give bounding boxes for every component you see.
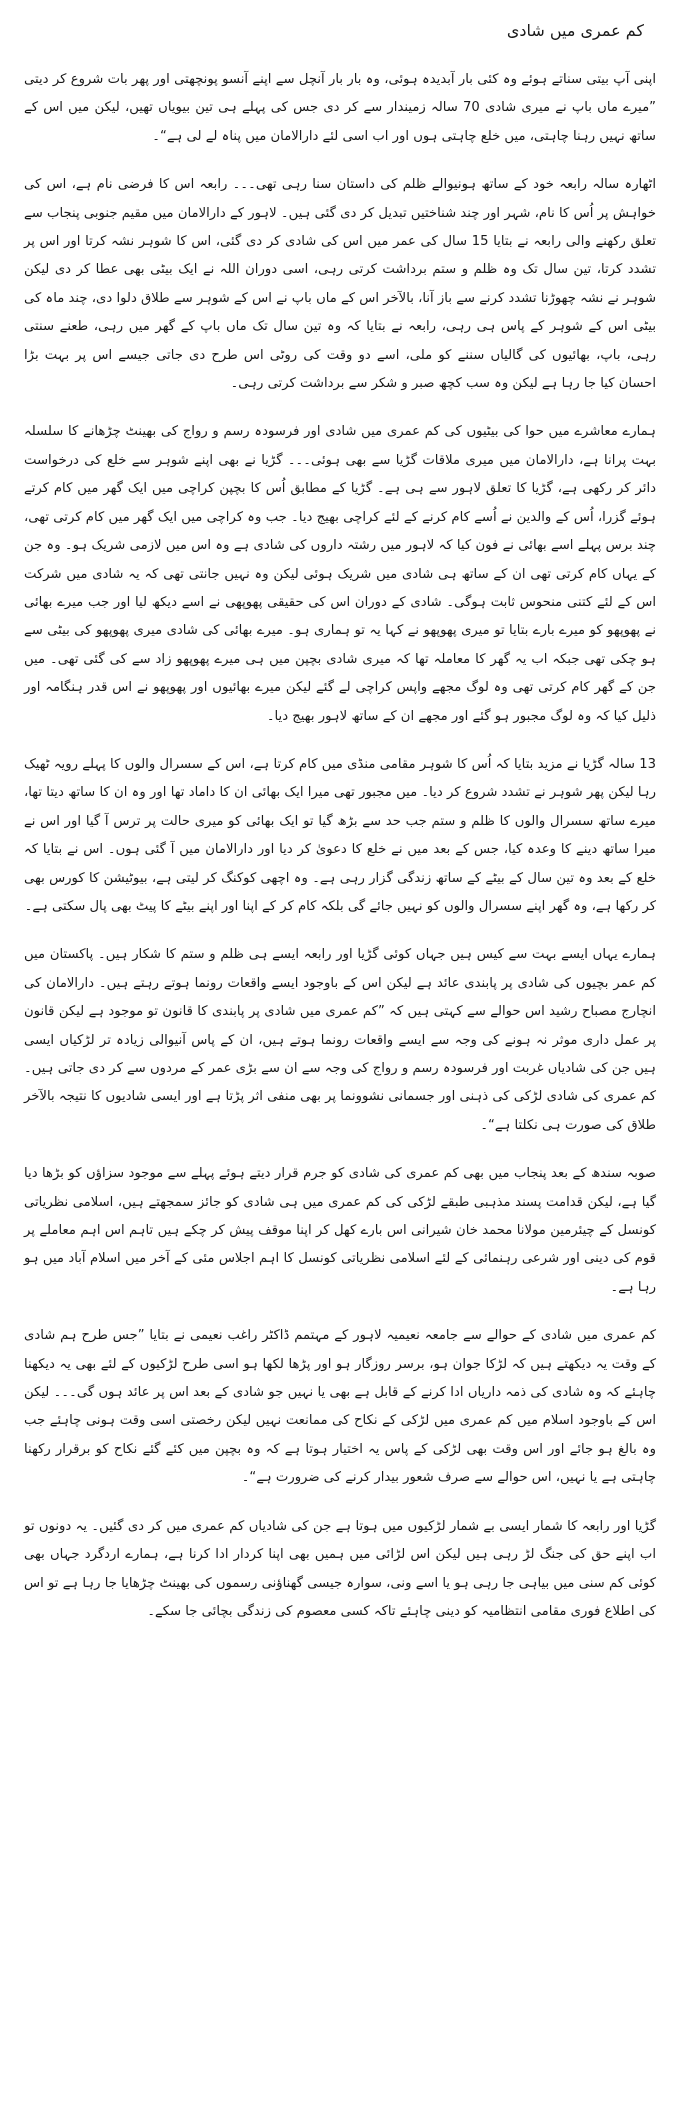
- paragraph-5: ہمارے یہاں ایسے بہت سے کیس ہیں جہاں کوئی گڑیا اور رابعہ ایسے ہی ظلم و ستم کا شکار ہیں۔ پاکستان میں کم عمر بچیوں کی شادی پر پابندی عائد ہے لیکن اس کے باوجود ایسے واقعات رونما ہوتے رہتے ہیں۔ دارالامان کی انچارج مصباح رشید اس حوالے سے کہتی ہیں کہ ”کم عمری میں شادی پر پابندی کا قانون تو موجود ہے لیکن قانون پر عمل داری موثر نہ ہونے کی وجہ سے ایسے واقعات رونما ہوتے ہیں، ان کے پاس آنیوالی زیادہ تر لڑکیاں ایسی ہیں جن کی شادیاں غربت اور فرسودہ رسم و رواج کی وجہ سے ان سے بڑی عمر کے مردوں سے کر دی جاتی ہیں۔ کم عمری کی شادی لڑکی کی ذہنی اور جسمانی نشوونما پر بھی منفی اثر پڑتا ہے اور ایسی شادیوں کا نتیجہ بالآخر طلاق کی صورت ہی نکلتا ہے“۔: [24, 947, 656, 1133]
- paragraph-4: 13 سالہ گڑیا نے مزید بتایا کہ اُس کا شوہر مقامی منڈی میں کام کرتا ہے، اس کے سسرال والوں کا پہلے رویہ ٹھیک رہا لیکن پھر شوہر نے تشدد شروع کر دیا۔ میں مجبور تھی میرا ایک بھائی ان کا داماد تھا اور وہ ان کا ساتھ دیتا تھا، میرے ساتھ سسرال والوں کا ظلم و ستم جب حد سے بڑھ گیا تو ایک بھائی کو میری حالت پر ترس آ گیا اور اس نے میرا ساتھ دینے کا وعدہ کیا، جس کے بعد میں نے خلع کا دعویٰ کر دیا اور دارالامان میں آ گئی ہوں۔ اس نے بتایا کہ خلع کے بعد وہ تین سال کے بیٹے کے ساتھ زندگی گزار رہی ہے۔ وہ اچھی کوکنگ کر لیتی ہے، بیوٹیشن کا کورس بھی کر رکھا ہے، وہ گھر اپنے سسرال والوں کو نہیں جائے گی بلکہ کام کر کے اپنا اور اپنے بیٹے کا پیٹ بھی پال سکتی ہے۔: [24, 756, 656, 914]
- paragraph-8: گڑیا اور رابعہ کا شمار ایسی بے شمار لڑکیوں میں ہوتا ہے جن کی شادیاں کم عمری میں کر دی گئیں۔ یہ دونوں تو اب اپنے حق کی جنگ لڑ رہی ہیں لیکن اس لڑائی میں ہمیں بھی اپنا کردار ادا کرنا ہے، ہمارے اردگرد جہاں بھی کوئی کم سنی میں بیاہی جا رہی ہو یا اسے ونی، سوارہ جیسی گھناؤنی رسموں کی بھینٹ چڑھایا جا رہا ہے تو اس کی اطلاع فوری مقامی انتظامیہ کو دینی چاہئے تاکہ کسی معصوم کی زندگی بچائی جا سکے۔: [24, 1518, 656, 1619]
- paragraph-7: کم عمری میں شادی کے حوالے سے جامعہ نعیمیہ لاہور کے مہتمم ڈاکٹر راغب نعیمی نے بتایا ”جس طرح ہم شادی کے وقت یہ دیکھتے ہیں کہ لڑکا جوان ہو، برسر روزگار ہو اور پڑھا لکھا ہو اسی طرح لڑکیوں کے لئے بھی یہ دیکھنا چاہئے کہ وہ شادی کی ذمہ داریاں ادا کرنے کے قابل ہے بھی یا نہیں جو شادی کے بعد اس پر عائد ہوں گی۔۔۔ لیکن اس کے باوجود اسلام میں کم عمری میں لڑکی کے نکاح کی ممانعت نہیں لیکن رخصتی اسی وقت ہونی چاہئے جب وہ بالغ ہو جائے اور اس وقت بھی لڑکی کے پاس یہ اختیار ہوتا ہے کہ وہ بچپن میں کئے گئے نکاح کو برقرار رکھنا چاہتی ہے یا نہیں، اس حوالے سے صرف شعور بیدار کرنے کی ضرورت ہے“۔: [24, 1328, 656, 1486]
- article-title: کم عمری میں شادی: [506, 21, 644, 40]
- paragraph-6: صوبہ سندھ کے بعد پنجاب میں بھی کم عمری کی شادی کو جرم قرار دیتے ہوئے پہلے سے موجود سزاؤں کو بڑھا دیا گیا ہے، لیکن قدامت پسند مذہبی طبقے لڑکی کی کم عمری میں ہی شادی کو جائز سمجھتے ہیں، اسلامی نظریاتی کونسل کے چیئرمین مولانا محمد خان شیرانی اس بارے کھل کر اپنا موقف پیش کر چکے ہیں تاہم اس اہم معاملے پر قوم کی دینی اور شرعی رہنمائی کے لئے اسلامی نظریاتی کونسل کا اہم اجلاس مئی کے آخر میں اسلام آباد میں ہو رہا ہے۔: [24, 1166, 656, 1295]
- paragraph-3: ہمارے معاشرے میں حوا کی بیٹیوں کی کم عمری میں شادی اور فرسودہ رسم و رواج کی بھینٹ چڑھانے کا سلسلہ بہت پرانا ہے، دارالامان میں میری ملاقات گڑیا سے بھی ہوئی۔۔۔ گڑیا نے بھی اپنے شوہر سے خلع کی درخواست دائر کر رکھی ہے، گڑیا کا تعلق لاہور سے ہی ہے۔ گڑیا کے مطابق اُس کا بچپن کراچی میں ایک گھر میں کام کرتے ہوئے گزرا، اُس کے والدین نے اُسے کام کرنے کے لئے کراچی بھیج دیا۔ جب وہ کراچی میں ایک گھر میں کام کرتی تھی، چند برس پہلے اسے بھائی نے فون کیا کہ لاہور میں رشتہ داروں کی شادی ہے وہ اس میں لازمی شریک ہو۔ وہ جن کے یہاں کام کرتی تھی ان کے ساتھ ہی شادی میں شریک ہوئی لیکن وہ نہیں جانتی تھی کہ یہ شادی میں شرکت اس کے لئے کتنی منحوس ثابت ہوگی۔ شادی کے دوران اس کی حقیقی پھوپھی نے اسے دیکھ لیا اور جب میرے بھائی نے پھوپھو کو میرے بارے بتایا تو میری پھوپھو نے کہا یہ تو ہماری ہو۔ میرے بھائی کی شادی میری پھوپھو کی بیٹی سے ہو چکی تھی جبکہ اب یہ گھر کا معاملہ تھا کہ میری شادی بچپن میں ہی میرے پھوپھو زاد سے کی گئی تھی۔ میں جن کے گھر کام کرتی تھی وہ لوگ مجھے واپس کراچی لے گئے لیکن میرے بھائیوں اور پھوپھو نے اس قدر ہنگامہ اور ذلیل کیا کہ وہ لوگ مجبور ہو گئے اور مجھے ان کے ساتھ لاہور بھیج دیا۔: [24, 424, 656, 724]
- paragraph-2: اٹھارہ سالہ رابعہ خود کے ساتھ ہونیوالے ظلم کی داستان سنا رہی تھی۔۔۔ رابعہ اس کا فرضی نام ہے، اس کی خواہش پر اُس کا نام، شہر اور چند شناختیں تبدیل کر دی گئی ہیں۔ لاہور کے دارالامان میں مقیم جنوبی پنجاب سے تعلق رکھنے والی رابعہ نے بتایا 15 سال کی عمر میں اس کی شادی کر دی گئی، اس کا شوہر نشہ کرتا اور اس پر تشدد کرتا، تین سال تک وہ ظلم و ستم برداشت کرتی رہی، اسی دوران اللہ نے ایک بیٹی بھی عطا کر دی لیکن شوہر نے نشہ چھوڑنا تشدد کرنے سے باز آنا، بالآخر اس کے ماں باپ نے اس کے شوہر سے طلاق دلوا دی، چند ماہ کی بیٹی اس کے شوہر کے پاس ہی رہی، رابعہ نے بتایا کہ وہ تین سال تک ماں باپ کے گھر میں رہی، طعنے سنتی رہی، باپ، بھائیوں کی گالیاں سننے کو ملی، اسے دو وقت کی روٹی اس طرح دی جاتی جیسے اس پر بہت بڑا احسان کیا جا رہا ہے لیکن وہ سب کچھ صبر و شکر سے برداشت کرتی رہی۔: [24, 177, 656, 392]
- article-body: [24, 66, 656, 1626]
- paragraph-1: اپنی آپ بیتی سناتے ہوئے وہ کئی بار آبدیدہ ہوئی، وہ بار بار آنچل سے اپنے آنسو پونچھتی اور پھر بات شروع کر دیتی ”میرے ماں باپ نے میری شادی 70 سالہ زمیندار سے کر دی جس کی پہلے ہی تین بیویاں تھیں، لیکن میں اس کے ساتھ نہیں رہنا چاہتی، میں خلع چاہتی ہوں اور اب اسی لئے دارالامان میں پناہ لے لی ہے“۔: [24, 72, 656, 144]
